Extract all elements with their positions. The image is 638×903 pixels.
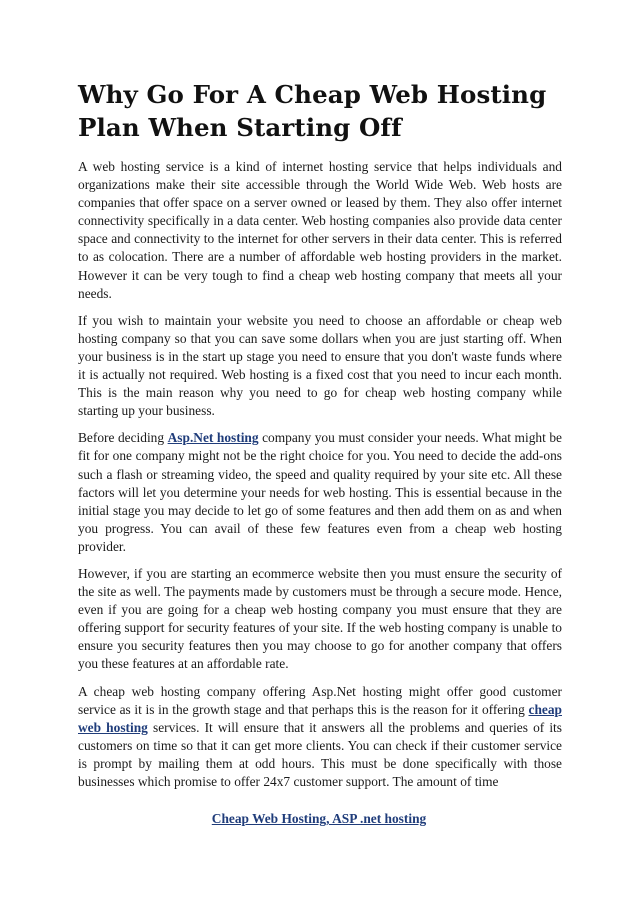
paragraph-1: A web hosting service is a kind of internet hosting service that helps individuals and organizations make their site accessible through the World Wide Web. Web hosts are companies that offer space on a server owned or leased by them. They also offer internet connectivity specifically in a data center. Web hosting companies also provide data center space and connectivity to the internet for other servers in their data center. This is referred to as colocation. There are a number of affordable web hosting providers in the market. However it can be very tough to find a cheap web hosting company that meets all your needs. [78, 159, 562, 301]
document-title: Why Go For A Cheap Web Hosting Plan When Starting Off [78, 80, 547, 142]
paragraph-5-before: A cheap web hosting company offering Asp.Net hosting might offer good customer service as it is in the growth stage and that perhaps this is the reason for it offering [78, 683, 562, 717]
asp-net-hosting-link[interactable]: Asp.Net hosting [167, 430, 259, 446]
cheap-web-hosting-link[interactable]: cheap web hosting [78, 701, 562, 735]
paragraph-2: If you wish to maintain your website you need to choose an affordable or cheap web hosting company so that you can save some dollars when you are just starting off. When your business is in the start up stage you need to ensure that you don't waste funds where it is actually not required. Web hosting is a fixed cost that you need to incur each month. This is the main reason why you need to go for cheap web hosting company while starting up your business. [78, 312, 562, 419]
paragraph-5-after: services. It will ensure that it answers all the problems and queries of its customers on time so that it can get more clients. You can check if their customer service is prompt by mailing them at odd hours. This must be done specifically with those businesses which promise to offer 24x7 customer support. The amount of time [78, 719, 562, 789]
paragraph-4: However, if you are starting an ecommerce website then you must ensure the security of the site as well. The payments made by customers must be through a secure mode. Hence, even if you are going for a cheap web hosting company you must ensure that they are offering support for security features of your site. If the web hosting company is unable to ensure you security features then you may choose to go for another company that offers you these features at an affordable rate. [78, 565, 562, 672]
document-page [78, 78, 562, 800]
footer-link[interactable]: Cheap Web Hosting, ASP .net hosting [211, 811, 427, 826]
page-footer [0, 811, 638, 827]
paragraph-3-before: Before deciding [78, 430, 168, 446]
paragraph-3 [78, 429, 562, 556]
paragraph-5 [78, 683, 562, 792]
paragraph-3-after: company you must consider your needs. What might be fit for one company might not be the right choice for you. You need to decide the add-ons such a flash or streaming video, the speed and quality required by your site etc. All these factors will let you determine your needs for web hosting. This is essential because in the initial stage you may decide to let go of some features and then add them on as and when you progress. You can avail of these few features even from a cheap web hosting provider. [78, 430, 562, 554]
